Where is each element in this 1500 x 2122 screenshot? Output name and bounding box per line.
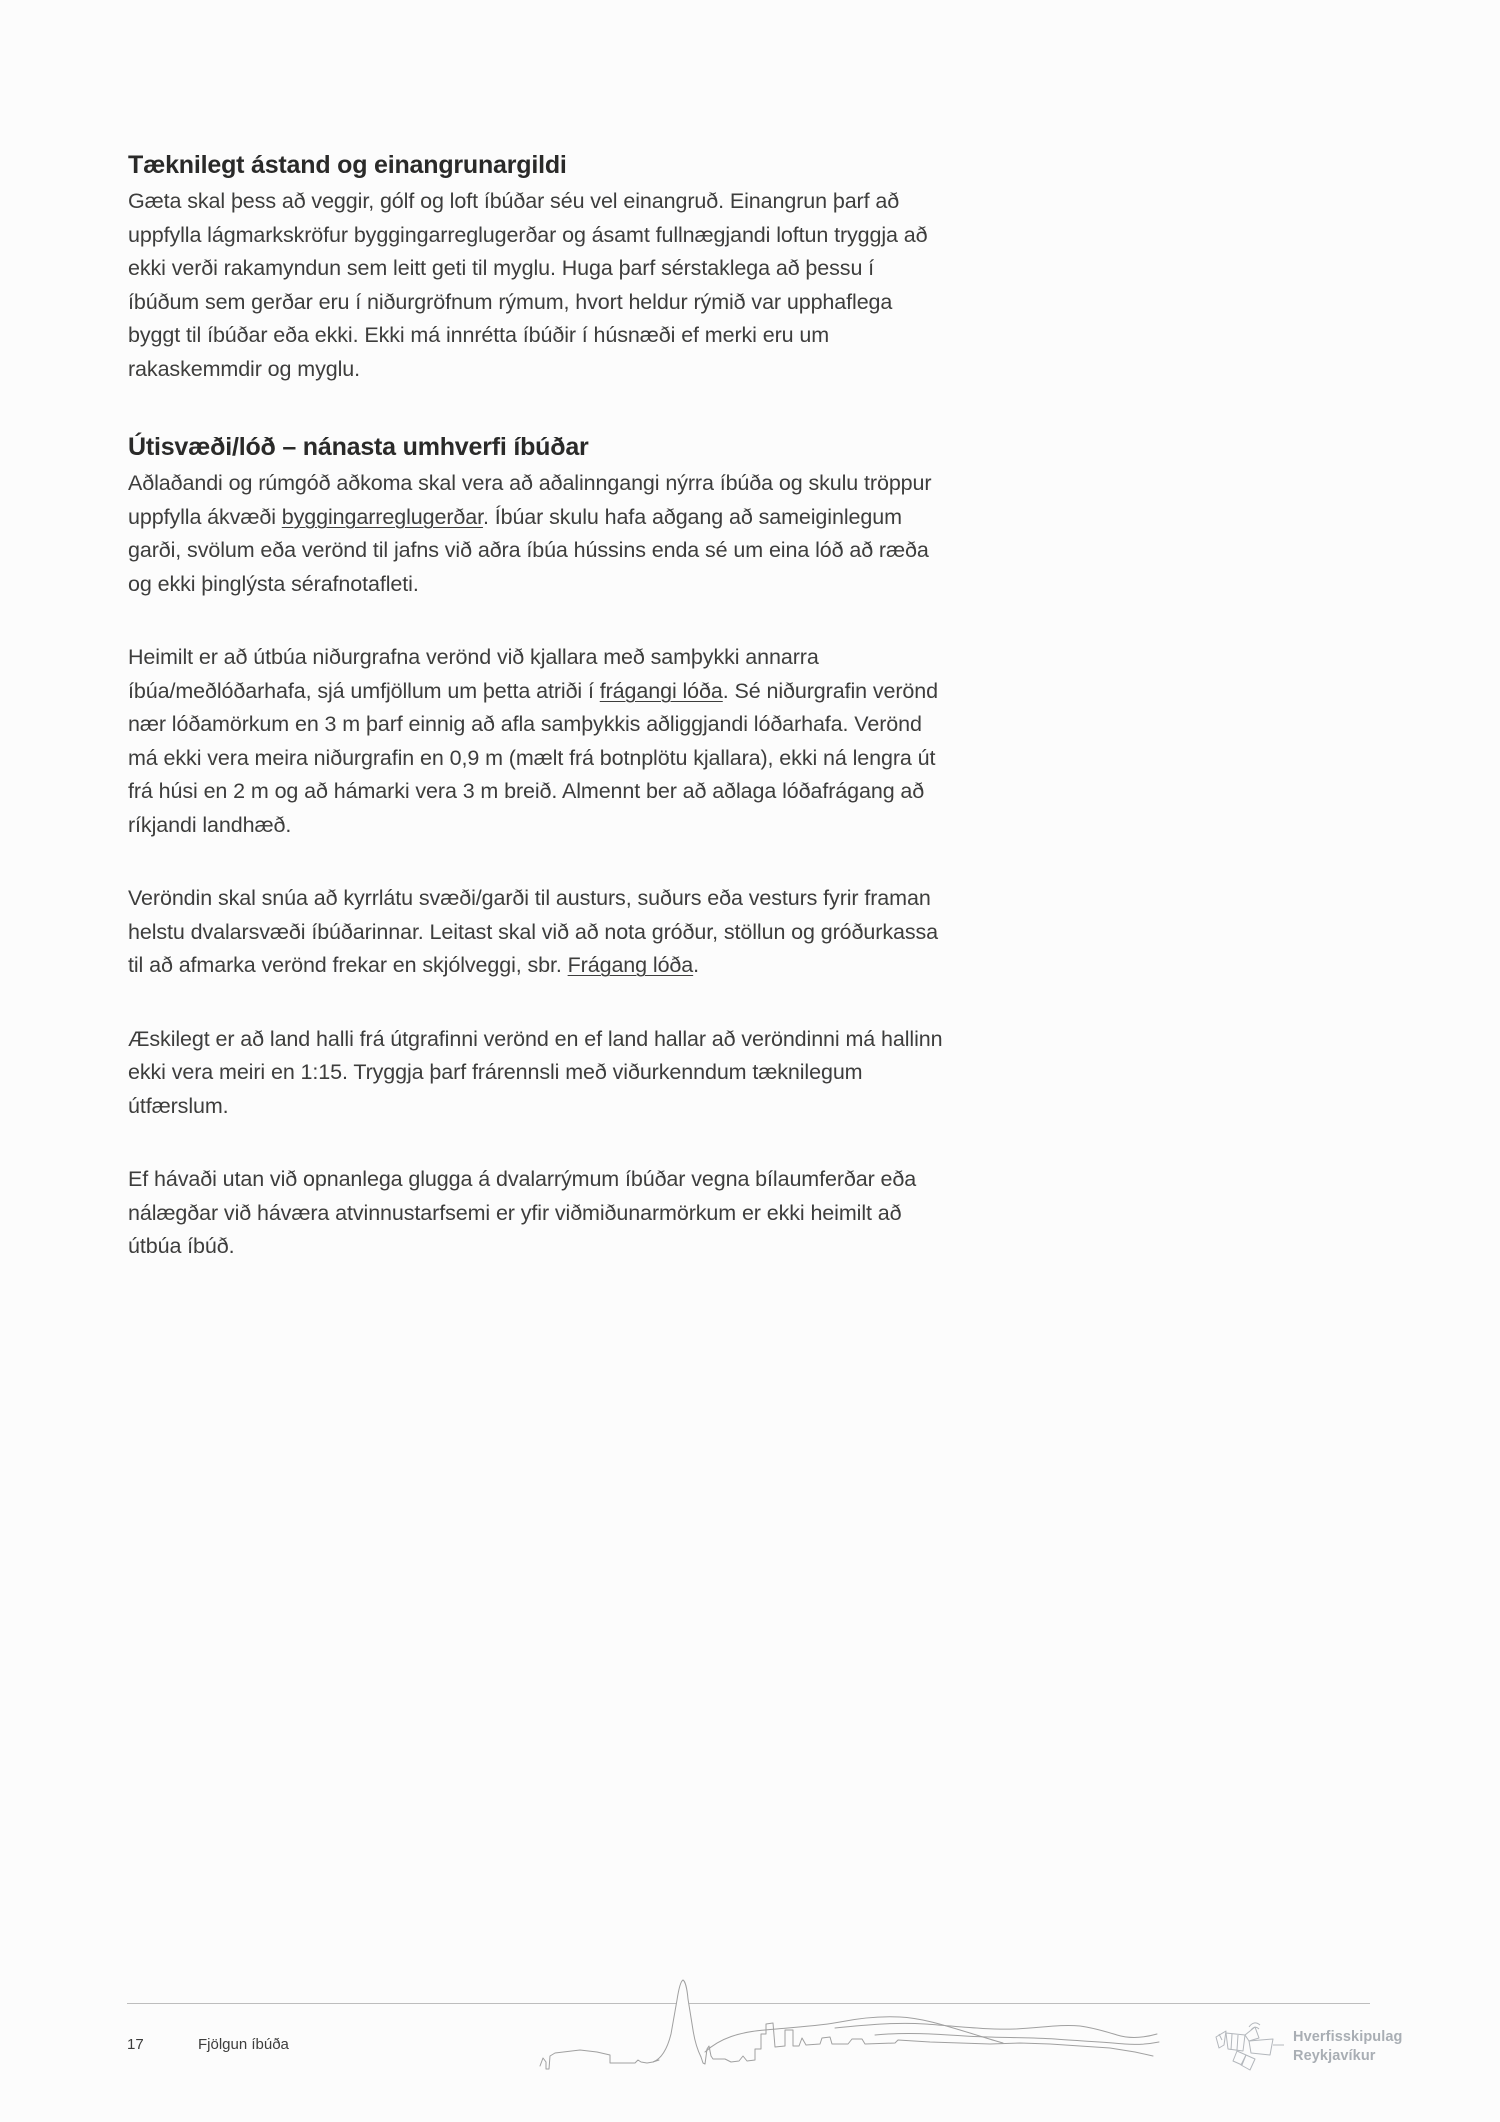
logo-wordmark bbox=[1293, 2028, 1403, 2066]
text-run: . Sé niðurgrafin verönd nær lóðamörkum en 3 m þarf einnig að afla samþykkis aðliggjandi lóðarhafa. Verönd má ekki vera meira niðurgrafin en 0,9 m (mælt frá botnplötu kjallara), ekki ná lengra út frá húsi en 2 m og að hámarki vera 3 m breið. Almennt ber að aðlaga lóðafrágang að ríkjandi landhæð. bbox=[128, 678, 938, 837]
city-skyline-drawing bbox=[535, 1972, 1160, 2076]
text-run: Veröndin skal snúa að kyrrlátu svæði/garði til austurs, suðurs eða vesturs fyrir framan helstu dvalarsvæði íbúðarinnar. Leitast skal við að nota gróður, stöllun og gróðurkassa til að afmarka verönd frekar en skjólveggi, sbr. bbox=[128, 886, 938, 977]
logo-line2: Reykjavíkur bbox=[1293, 2048, 1376, 2064]
document-section bbox=[128, 148, 946, 386]
page-number: 17 bbox=[127, 2036, 144, 2053]
logo-line1: Hverfisskipulag bbox=[1293, 2029, 1403, 2045]
text-run: . bbox=[693, 953, 700, 977]
text-run: Gæta skal þess að veggir, gólf og loft íbúðar séu vel einangruð. Einangrun þarf að uppfylla lágmarkskröfur byggingarreglugerðar og ásamt fullnægjandi loftun tryggja að ekki verði rakamyndun sem leitt geti til myglu. Huga þarf sérstaklega að þessu í íbúðum sem gerðar eru í niðurgröfnum rýmum, hvort heldur rýmið var upphaflega byggt til íbúðar eða ekki. Ekki má innrétta íbúðir í húsnæði ef merki eru um rakaskemmdir og myglu. bbox=[128, 189, 928, 381]
paragraph bbox=[128, 882, 946, 983]
paragraph bbox=[128, 185, 946, 386]
paragraph bbox=[128, 1023, 946, 1124]
section-heading: Tæknilegt ástand og einangrunargildi bbox=[128, 151, 567, 179]
inline-link[interactable]: byggingarreglugerðar bbox=[281, 504, 483, 529]
paragraph bbox=[128, 467, 946, 601]
inline-link[interactable]: Frágang lóða bbox=[567, 953, 694, 977]
logo-rooster-icon bbox=[1213, 2020, 1285, 2074]
text-run: Heimilt er að útbúa niðurgrafna verönd við kjallara með samþykki annarra íbúa/meðlóðarhafa, sjá umfjöllum um þetta atriði í bbox=[128, 645, 819, 703]
text-run: Æskilegt er að land halli frá útgrafinni verönd en ef land hallar að veröndinni má hallinn ekki vera meiri en 1:15. Tryggja þarf frárennsli með viðurkenndum tæknilegum útfærslum. bbox=[128, 1026, 943, 1118]
footer-section-label: Fjölgun íbúða bbox=[198, 2036, 289, 2053]
paragraph bbox=[128, 641, 946, 842]
paragraph bbox=[128, 1163, 946, 1264]
text-run: . Íbúar skulu hafa aðgang að sameiginlegum garði, svölum eða verönd til jafns við aðra íbúa hússins enda sé um eina lóð að ræða og ekki þinglýsta sérafnotafleti. bbox=[128, 504, 929, 596]
document-content bbox=[128, 148, 946, 1264]
document-section bbox=[128, 430, 946, 1264]
inline-link[interactable]: frágangi lóða bbox=[599, 678, 723, 703]
section-heading: Útisvæði/lóð – nánasta umhverfi íbúðar bbox=[128, 433, 589, 461]
hverfisskipulag-logo bbox=[1213, 2020, 1403, 2074]
text-run: Aðlaðandi og rúmgóð aðkoma skal vera að aðalinngangi nýrra íbúða og skulu tröppur uppfylla ákvæði bbox=[128, 471, 932, 529]
text-run: Ef hávaði utan við opnanlega glugga á dvalarrýmum íbúðar vegna bílaumferðar eða nálægðar við háværa atvinnustarfsemi er yfir viðmiðunarmörkum er ekki heimilt að útbúa íbúð. bbox=[128, 1167, 917, 1258]
